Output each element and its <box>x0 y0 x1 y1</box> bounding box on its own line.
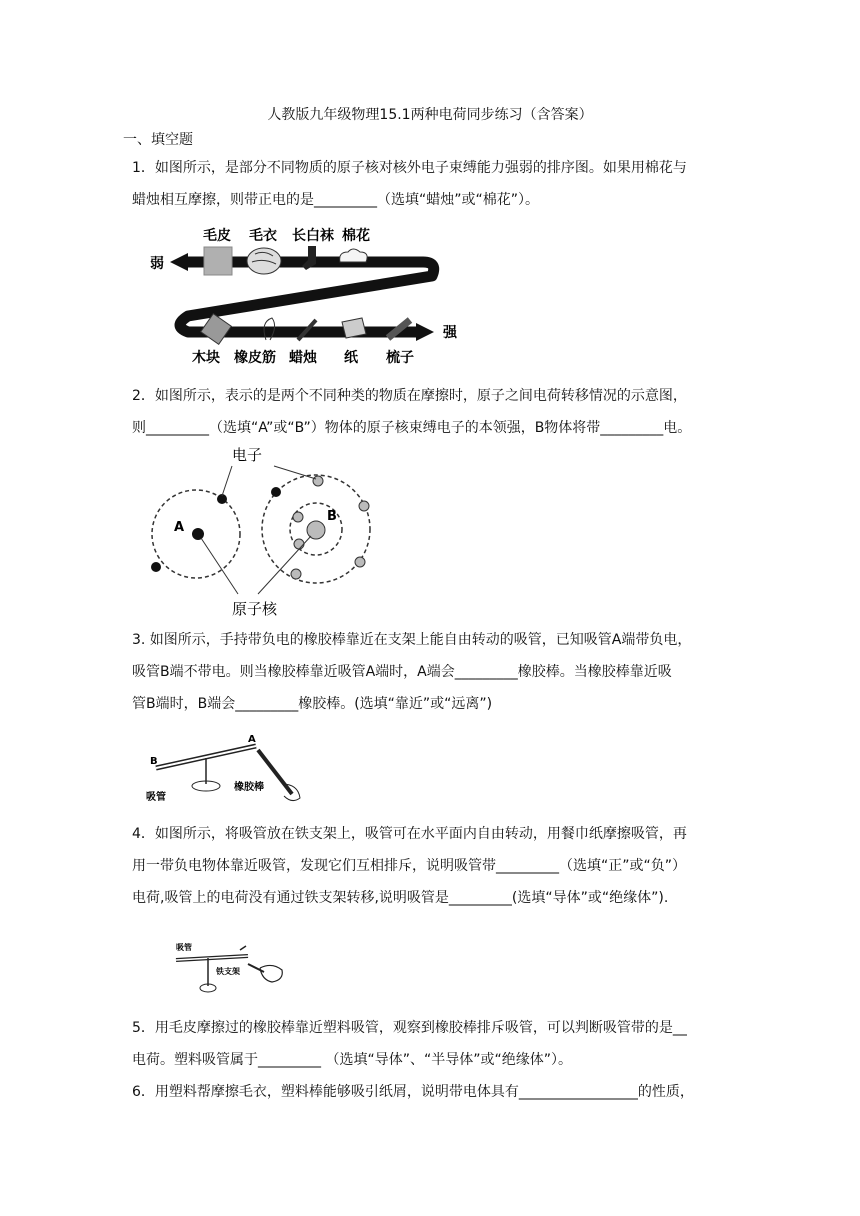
charge-mark <box>240 946 246 950</box>
question-3-line-1: 3. 如图所示，手持带负电的橡胶棒靠近在支架上能自由转动的吸管，已知吸管A端带负电， <box>132 632 692 648</box>
top-label-sweater: 毛衣 <box>249 228 277 244</box>
atom-a-label: A <box>174 520 185 535</box>
top-label-sock: 长白袜 <box>292 228 334 244</box>
question-5-line-1: 5．用毛皮摩擦过的橡胶棒靠近塑料吸管，观察到橡胶棒排斥吸管，可以判断吸管带的是__ <box>132 1020 687 1036</box>
question-6 <box>132 1076 740 1108</box>
question-6-line-1: 6．用塑料帮摩擦毛衣，塑料棒能够吸引纸屑，说明带电体具有_________________的性质， <box>132 1084 694 1100</box>
straw-end-a-label: A <box>248 734 256 745</box>
rubber-rod-label: 橡胶棒 <box>234 782 264 793</box>
iron-stand-label: 铁支架 <box>216 967 240 976</box>
question-2 <box>132 380 740 444</box>
atom-b-electron <box>293 512 303 522</box>
question-4-line-2: 用一带负电物体靠近吸管，发现它们互相排斥，说明吸管带_________（选填“正”或“负”） <box>132 858 687 874</box>
question-2-line-2: 则_________（选填“A”或“B”）物体的原子核束缚电子的本领强，B物体将带_________电。 <box>132 420 692 436</box>
top-label-fur: 毛皮 <box>203 228 231 244</box>
question-5 <box>132 1012 740 1076</box>
atom-b-nucleus <box>307 521 325 539</box>
atom-b-electron <box>355 557 365 567</box>
question-4-line-3: 电荷,吸管上的电荷没有通过铁支架转移,说明吸管是_________(选填“导体”或“绝缘体”). <box>132 890 669 906</box>
bottom-label-rubber-band: 橡皮筋 <box>234 350 276 366</box>
atom-b-electron <box>291 569 301 579</box>
figure-charge-transfer <box>146 444 386 620</box>
electron-label: 电子 <box>232 446 263 464</box>
question-2-line-1: 2．如图所示，表示的是两个不同种类的物质在摩擦时，原子之间电荷转移情况的示意图， <box>132 388 687 404</box>
atom-b-electron <box>313 476 323 486</box>
bottom-label-candle: 蜡烛 <box>289 350 317 366</box>
question-1-line-1: 1．如图所示，是部分不同物质的原子核对核外电子束缚能力强弱的排序图。如果用棉花与 <box>132 160 687 176</box>
weak-arrowhead-icon <box>170 253 188 271</box>
charged-object-shape <box>248 964 264 972</box>
top-label-cotton: 棉花 <box>342 228 370 244</box>
figure-straw-iron-stand <box>168 938 292 1000</box>
question-1-line-2: 蜡烛相互摩擦，则带正电的是_________（选填“蜡烛”或“棉花”）。 <box>132 192 540 208</box>
atom-a-nucleus <box>192 528 204 540</box>
question-5-line-2: 电荷。塑料吸管属于_________ （选填“导体”、“半导体”或“绝缘体”）。 <box>132 1052 572 1068</box>
electron-leader-line <box>274 466 316 479</box>
nucleus-leader-line <box>201 538 238 594</box>
question-3-line-2: 吸管B端不带电。则当橡胶棒靠近吸管A端时，A端会_________橡胶棒。当橡胶棒靠近吸 <box>132 664 672 680</box>
section-heading: 一、填空题 <box>123 132 193 148</box>
figure-electron-binding-order <box>148 222 468 370</box>
question-4 <box>132 818 740 914</box>
atom-b-electron <box>359 501 369 511</box>
question-3 <box>132 624 740 720</box>
question-1 <box>132 152 740 216</box>
bottom-label-wood: 木块 <box>192 350 220 366</box>
cotton-icon <box>340 249 367 262</box>
document-title: 人教版九年级物理15.1两种电荷同步练习（含答案） <box>267 107 593 123</box>
atom-b-label: B <box>327 509 337 524</box>
figure-straw-rubber-rod <box>142 728 312 808</box>
paper-icon <box>342 318 366 338</box>
hand-icon <box>260 965 282 982</box>
strong-arrowhead-icon <box>416 323 434 341</box>
atom-b-gained-electron <box>271 487 281 497</box>
bottom-label-paper: 纸 <box>344 350 358 366</box>
atom-a-electron <box>151 562 161 572</box>
nucleus-leader-line <box>258 536 311 594</box>
electron-leader-line <box>222 466 232 496</box>
straw-end-b-label: B <box>150 756 158 767</box>
fur-icon <box>204 247 232 275</box>
question-3-line-3: 管B端时，B端会_________橡胶棒。(选填“靠近”或“远离”) <box>132 696 493 712</box>
bottom-label-comb: 梳子 <box>386 350 414 366</box>
nucleus-label: 原子核 <box>232 600 278 618</box>
strong-label: 强 <box>443 325 457 341</box>
straw-label: 吸管 <box>146 792 166 803</box>
atom-b-electron <box>294 539 304 549</box>
straw-label: 吸管 <box>176 943 192 952</box>
question-4-line-1: 4．如图所示，将吸管放在铁支架上，吸管可在水平面内自由转动，用餐巾纸摩擦吸管，再 <box>132 826 687 842</box>
weak-label: 弱 <box>150 256 164 272</box>
